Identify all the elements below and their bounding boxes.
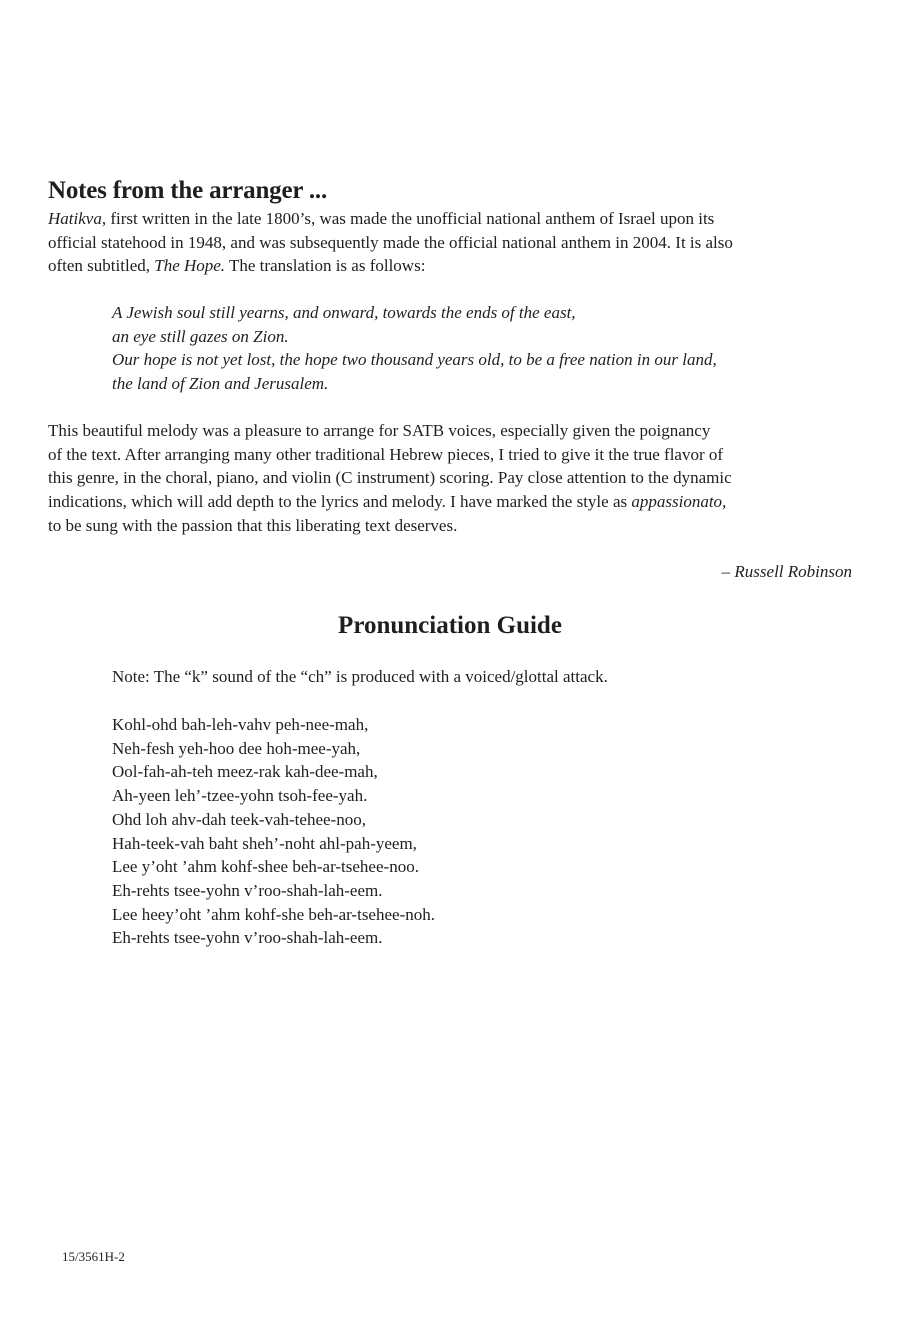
pronunciation-lines <box>112 713 435 950</box>
intro-line-3: often subtitled, The Hope. The translation is as follows: <box>48 256 426 276</box>
intro-line-2: official statehood in 1948, and was subsequently made the official national anthem in 2004. It is also <box>48 232 733 252</box>
body-line: This beautiful melody was a pleasure to arrange for SATB voices, especially given the poignancy <box>48 421 711 440</box>
pronunciation-line: Eh-rehts tsee-yohn v’roo-shah-lah-eem. <box>112 880 383 900</box>
subtitle-the-hope: The Hope. <box>154 256 226 276</box>
pronunciation-line: Ah-yeen leh’-tzee-yohn tsoh-fee-yah. <box>112 786 368 806</box>
translation-line: the land of Zion and Jerusalem. <box>112 374 329 394</box>
body-paragraph <box>48 419 848 538</box>
translation-line: an eye still gazes on Zion. <box>112 326 289 346</box>
body-line: indications, which will add depth to the lyrics and melody. I have marked the style as appassionato, <box>48 492 727 512</box>
translation-line: A Jewish soul still yearns, and onward, towards the ends of the east, <box>112 303 576 322</box>
pronunciation-line: Ohd loh ahv-dah teek-vah-tehee-noo, <box>112 809 366 829</box>
pronunciation-line: Ool-fah-ah-teh meez-rak kah-dee-mah, <box>112 762 378 782</box>
body-line: to be sung with the passion that this liberating text deserves. <box>48 515 458 535</box>
pronunciation-line: Lee heey’oht ’ahm kohf-she beh-ar-tsehee-noh. <box>112 904 435 924</box>
style-marking: appassionato, <box>631 492 727 512</box>
intro-paragraph <box>48 207 848 278</box>
author-signature: – Russell Robinson <box>721 562 852 581</box>
translation-line: Our hope is not yet lost, the hope two thousand years old, to be a free nation in our land, <box>112 350 717 370</box>
body-line: this genre, in the choral, piano, and violin (C instrument) scoring. Pay close attention to the dynamic <box>48 468 732 488</box>
pronunciation-guide-title: Pronunciation Guide <box>338 612 562 639</box>
title-hatikva: Hatikva <box>48 209 102 228</box>
intro-line-1: Hatikva, first written in the late 1800’s, was made the unofficial national anthem of Israel upon its <box>48 209 715 228</box>
pronunciation-line: Eh-rehts tsee-yohn v’roo-shah-lah-eem. <box>112 928 383 948</box>
translation-block <box>112 301 852 396</box>
page-code: 15/3561H-2 <box>62 1249 125 1264</box>
pronunciation-line: Lee y’oht ’ahm kohf-shee beh-ar-tsehee-noo. <box>112 857 419 877</box>
body-line: of the text. After arranging many other traditional Hebrew pieces, I tried to give it the true flavor of <box>48 444 724 464</box>
pronunciation-line: Hah-teek-vah baht sheh’-noht ahl-pah-yeem, <box>112 833 417 853</box>
notes-heading: Notes from the arranger ... <box>48 177 328 204</box>
pronunciation-line: Kohl-ohd bah-leh-vahv peh-nee-mah, <box>112 715 369 734</box>
pronunciation-note: Note: The “k” sound of the “ch” is produced with a voiced/glottal attack. <box>112 667 608 686</box>
pronunciation-line: Neh-fesh yeh-hoo dee hoh-mee-yah, <box>112 738 361 758</box>
